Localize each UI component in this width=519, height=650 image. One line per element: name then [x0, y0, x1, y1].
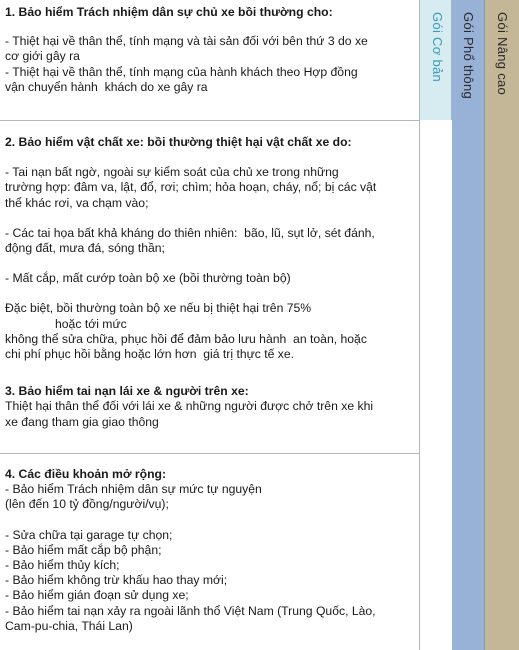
- section-line: Đặc biệt, bồi thường toàn bộ xe nếu bị thiệt hại trên 75%: [5, 301, 312, 316]
- section-line: không thể sửa chữa, phục hồi để đảm bảo lưu hành an toàn, hoặc: [5, 331, 367, 346]
- section-title: 1. Bảo hiểm Trách nhiệm dân sự chủ xe bồi thường cho:: [5, 5, 333, 19]
- section-line: trường hợp: đâm va, lật, đổ, rơi; chìm; hỏa hoạn, cháy, nổ; bị các vật: [5, 180, 377, 195]
- package-label-advanced: Gói Nâng cao: [495, 12, 510, 96]
- section-line: cơ giới gây ra: [5, 49, 80, 64]
- section-line: Cam-pu-chia, Thái Lan): [5, 618, 133, 633]
- section-line: thể khác rơi, va chạm vào;: [5, 195, 149, 210]
- section-line: chi phí phục hồi bằng hoặc lớn hơn giá trị thực tế xe.: [5, 347, 295, 362]
- section-line: vận chuyển hành khách do xe gây ra: [5, 79, 208, 94]
- section-line: - Bảo hiểm gián đoạn sử dụng xe;: [5, 588, 189, 603]
- section-tnds: [0, 5, 420, 95]
- section-title: 3. Bảo hiểm tai nạn lái xe & người trên xe:: [5, 384, 249, 399]
- section-title: 2. Bảo hiểm vật chất xe: bồi thường thiệt hại vật chất xe do:: [5, 135, 352, 149]
- section-line: - Thiệt hại về thân thể, tính mạng của hành khách theo Hợp đồng: [5, 64, 358, 79]
- row-divider: [0, 120, 420, 121]
- section-line: xe đang tham gia giao thông: [5, 414, 159, 429]
- section-line: Thiệt hại thân thể đối với lái xe & những người được chở trên xe khi: [5, 399, 374, 414]
- package-column-standard: [452, 0, 485, 650]
- section-line: hoặc tới mức: [55, 316, 127, 331]
- section-line: - Bảo hiểm thủy kích;: [5, 558, 120, 573]
- section-line: - Bảo hiểm Trách nhiệm dân sự mức tự nguyện: [5, 482, 262, 497]
- section-line: - Mất cắp, mất cướp toàn bộ xe (bồi thường toàn bộ): [5, 271, 291, 286]
- section-line: - Sửa chữa tại garage tự chọn;: [5, 527, 173, 542]
- section-dieu-khoan-mo-rong: [0, 467, 420, 634]
- package-column-advanced: [485, 0, 519, 650]
- section-line: - Thiệt hại về thân thể, tính mạng và tài sản đối với bên thứ 3 do xe: [5, 34, 368, 49]
- section-line: - Tai nạn bất ngờ, ngoài sự kiểm soát của chủ xe trong những: [5, 165, 339, 180]
- package-column-basic: [420, 0, 452, 120]
- section-line: - Bảo hiểm không trừ khấu hao thay mới;: [5, 573, 228, 588]
- section-line: - Bảo hiểm tai nạn xảy ra ngoài lãnh thổ Việt Nam (Trung Quốc, Lào,: [5, 603, 376, 618]
- section-line: động đất, mưa đá, sóng thần;: [5, 241, 165, 256]
- section-line: (lên đến 10 tỷ đồng/người/vụ);: [5, 497, 169, 512]
- section-vat-chat-xe: [0, 135, 420, 430]
- section-line: - Bảo hiểm mất cắp bộ phận;: [5, 542, 162, 557]
- package-label-basic: Gói Cơ bản: [430, 12, 445, 83]
- section-title: 4. Các điều khoản mở rộng:: [5, 467, 167, 481]
- section-line: - Các tai họa bất khả kháng do thiên nhiên: bão, lũ, sụt lở, sét đánh,: [5, 225, 375, 240]
- package-label-standard: Gói Phổ thông: [461, 12, 476, 100]
- row-divider: [0, 453, 420, 454]
